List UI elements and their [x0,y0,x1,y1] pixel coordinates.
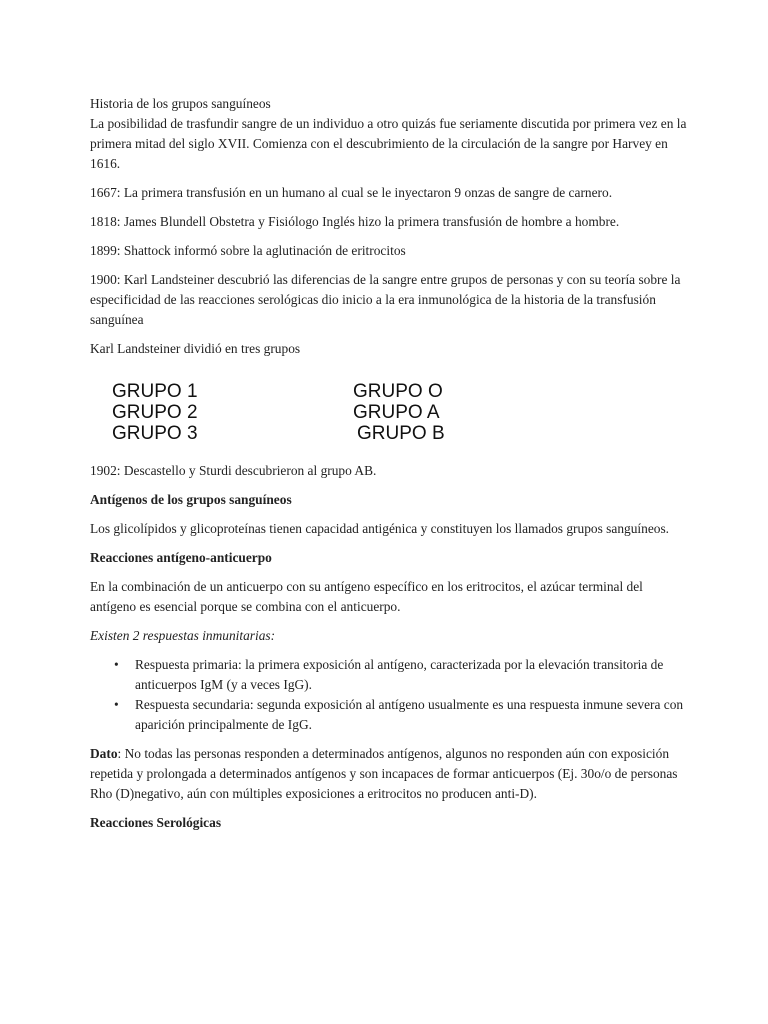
reactions-text: En la combinación de un anticuerpo con su antígeno específico en los eritrocitos, el azúcar terminal del antígeno es esencial porque se combina con el anticuerpo. [90,579,643,614]
group-label: GRUPO 2 [112,402,198,423]
document-page [90,94,690,842]
groups-right-column [353,381,445,444]
dato-paragraph [90,744,690,804]
group-label: GRUPO 1 [112,381,198,402]
timeline-1899: 1899: Shattock informó sobre la aglutinación de eritrocitos [90,243,406,258]
list-item-text: Respuesta primaria: la primera exposición al antígeno, caracterizada por la elevación transitoria de anticuerpos IgM (y a veces IgG). [135,657,664,692]
ab-line: 1902: Descastello y Sturdi descubrieron al grupo AB. [90,463,377,478]
group-label: GRUPO A [353,402,440,423]
responses-intro: Existen 2 respuestas inmunitarias: [90,628,276,643]
dato-text: : No todas las personas responden a determinados antígenos, algunos no responden aún con exposición repetida y prolongada a determinados antígenos y son incapaces de formar anticuerpos (Ej. 30o/o de personas Rho (D)negativo, aún con múltiples exposiciones a eritrocitos no producen anti-D). [90,746,678,801]
intro-section [90,94,690,174]
intro-title: Historia de los grupos sanguíneos [90,96,271,111]
group-label: GRUPO 3 [112,423,198,444]
groups-left-column [112,381,198,444]
intro-text: La posibilidad de trasfundir sangre de un individuo a otro quizás fue seriamente discutida por primera vez en la primera mitad del siglo XVII. Comienza con el descubrimiento de la circulación de la sangre por Harvey en 1616. [90,116,687,171]
list-item [90,695,690,735]
timeline-1818: 1818: James Blundell Obstetra y Fisiólogo Inglés hizo la primera transfusión de hombre a hombre. [90,214,620,229]
list-item-text: Respuesta secundaria: segunda exposición al antígeno usualmente es una respuesta inmune severa con aparición principalmente de IgG. [135,697,684,732]
blood-groups-figure [90,381,690,445]
list-item [90,655,690,695]
bullet-icon: • [114,657,119,672]
group-label: GRUPO O [353,381,443,402]
dato-label: Dato [90,746,118,761]
antigens-text: Los glicolípidos y glicoproteínas tienen capacidad antigénica y constituyen los llamados grupos sanguíneos. [90,521,670,536]
landsteiner-line: Karl Landsteiner dividió en tres grupos [90,341,301,356]
responses-list [90,655,690,735]
reactions-heading: Reacciones antígeno-anticuerpo [90,550,272,565]
serological-heading: Reacciones Serológicas [90,815,222,830]
antigens-heading: Antígenos de los grupos sanguíneos [90,492,292,507]
timeline-1667: 1667: La primera transfusión en un humano al cual se le inyectaron 9 onzas de sangre de carnero. [90,185,613,200]
group-label: GRUPO B [357,423,445,444]
timeline-1900: 1900: Karl Landsteiner descubrió las diferencias de la sangre entre grupos de personas y con su teoría sobre la especificidad de las reacciones serológicas dio inicio a la era inmunológica de la historia de la transfusión sanguínea [90,272,681,327]
bullet-icon: • [114,697,119,712]
